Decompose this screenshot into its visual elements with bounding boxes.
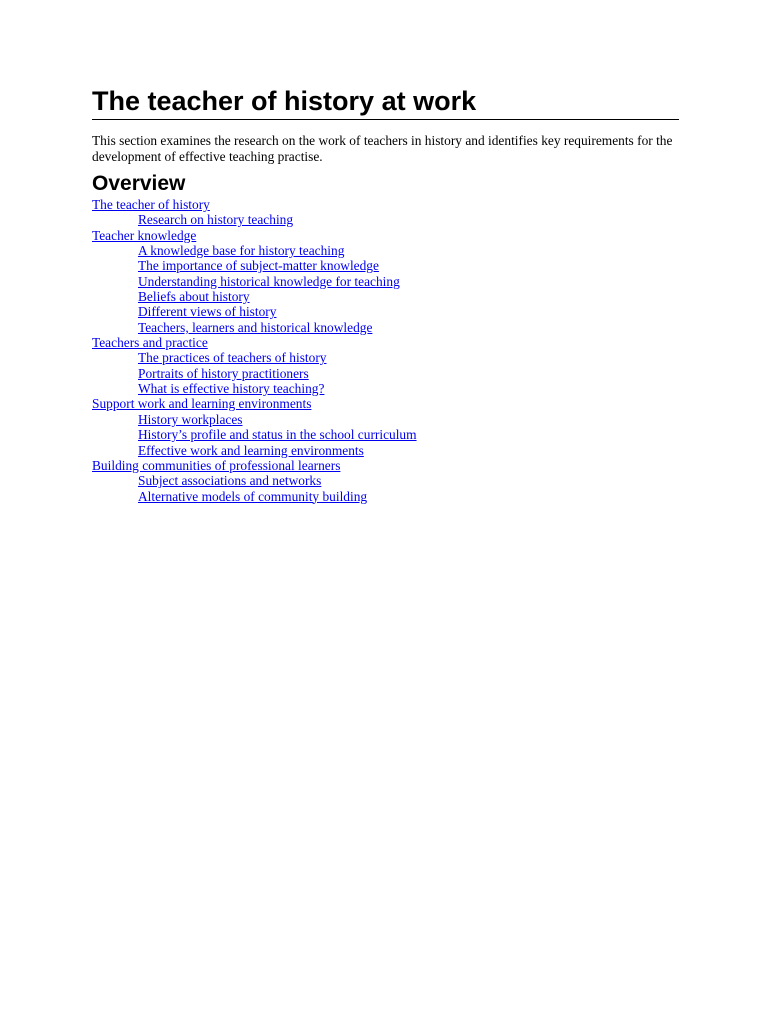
- overview-heading: Overview: [92, 172, 186, 195]
- toc-link[interactable]: The importance of subject-matter knowledge: [138, 258, 379, 274]
- toc-item: [92, 289, 679, 304]
- toc-item: [92, 366, 679, 381]
- toc-link[interactable]: Different views of history: [138, 304, 277, 320]
- toc-link[interactable]: Portraits of history practitioners: [138, 365, 309, 381]
- toc-item: [92, 443, 679, 458]
- toc-item: [92, 412, 679, 427]
- toc-item: [92, 381, 679, 396]
- toc-link[interactable]: What is effective history teaching?: [138, 381, 325, 397]
- toc-item: [92, 320, 679, 335]
- toc-link[interactable]: Teacher knowledge: [92, 227, 197, 243]
- toc-link[interactable]: History workplaces: [138, 411, 243, 427]
- toc-item: [92, 427, 679, 442]
- page-title: The teacher of history at work: [92, 84, 679, 120]
- toc-link[interactable]: Building communities of professional learners: [92, 457, 341, 473]
- toc-item: [92, 335, 679, 350]
- table-of-contents: [92, 197, 679, 504]
- toc-item: [92, 489, 679, 504]
- toc-link[interactable]: Teachers, learners and historical knowledge: [138, 319, 373, 335]
- toc-item: [92, 274, 679, 289]
- toc-item: [92, 396, 679, 411]
- toc-link[interactable]: History’s profile and status in the school curriculum: [138, 427, 417, 443]
- toc-item: [92, 473, 679, 488]
- toc-link[interactable]: The teacher of history: [92, 197, 210, 212]
- toc-link[interactable]: Teachers and practice: [92, 335, 208, 351]
- toc-link[interactable]: Research on history teaching: [138, 212, 294, 228]
- toc-link[interactable]: Beliefs about history: [138, 289, 250, 305]
- toc-item: [92, 350, 679, 365]
- toc-item: [92, 258, 679, 273]
- toc-link[interactable]: Effective work and learning environments: [138, 442, 364, 458]
- toc-item: [92, 458, 679, 473]
- toc-item: [92, 228, 679, 243]
- toc-link[interactable]: Subject associations and networks: [138, 473, 322, 489]
- document-body: [92, 84, 679, 504]
- toc-link[interactable]: Support work and learning environments: [92, 396, 312, 412]
- intro-paragraph: This section examines the research on the work of teachers in history and identifies key requirements for the development of effective teaching practise.: [92, 133, 673, 164]
- toc-item: [92, 197, 679, 212]
- toc-link[interactable]: Alternative models of community building: [138, 488, 368, 504]
- toc-link[interactable]: Understanding historical knowledge for teaching: [138, 273, 400, 289]
- toc-link[interactable]: A knowledge base for history teaching: [138, 243, 345, 259]
- toc-item: [92, 304, 679, 319]
- toc-item: [92, 243, 679, 258]
- toc-item: [92, 212, 679, 227]
- toc-link[interactable]: The practices of teachers of history: [138, 350, 327, 366]
